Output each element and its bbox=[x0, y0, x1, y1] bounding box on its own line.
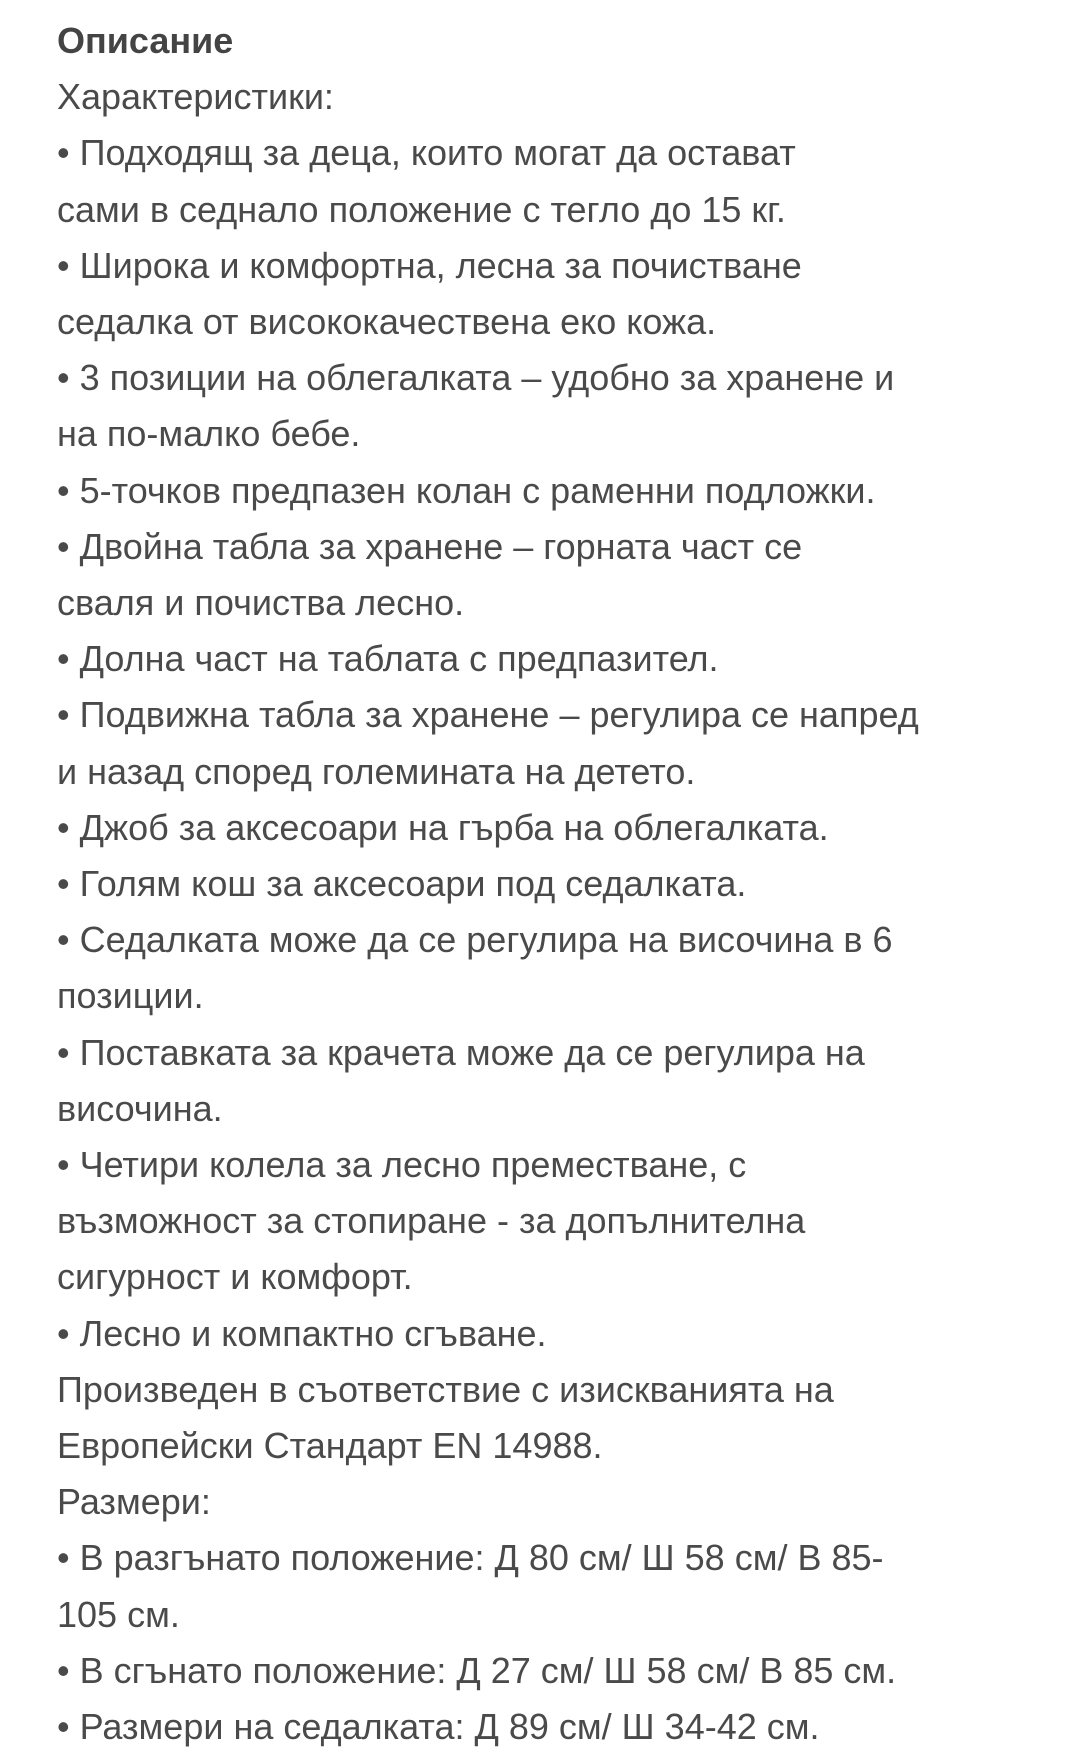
text-line: • Поставката за крачета може да се регулира на bbox=[57, 1031, 865, 1073]
text-line: • Четири колела за лесно преместване, с bbox=[57, 1144, 747, 1186]
text-line: • Долна част на таблата с предпазител. bbox=[57, 638, 719, 680]
text-line: • Подходящ за деца, които могат да остават bbox=[57, 132, 796, 174]
text-line: сваля и почиства лесно. bbox=[57, 582, 465, 624]
text-line: позиции. bbox=[57, 975, 204, 1017]
text-line: • Джоб за аксесоари на гърба на облегалката. bbox=[57, 806, 829, 848]
text-line: 105 см. bbox=[57, 1593, 180, 1635]
text-line: • В разгънато положение: Д 80 см/ Ш 58 см/ В 85- bbox=[57, 1537, 884, 1579]
section-title: Описание bbox=[57, 20, 234, 61]
text-line: • В сгънато положение: Д 27 см/ Ш 58 см/ В 85 см. bbox=[57, 1649, 897, 1691]
text-line: на по-малко бебе. bbox=[57, 413, 361, 455]
text-line: • 3 позиции на облегалката – удобно за хранене и bbox=[57, 357, 895, 399]
text-line: възможност за стопиране - за допълнителна bbox=[57, 1200, 806, 1242]
text-line: • Двойна табла за хранене – горната част се bbox=[57, 525, 803, 567]
text-line: височина. bbox=[57, 1087, 223, 1129]
text-line: • Седалката може да се регулира на височина в 6 bbox=[57, 919, 893, 961]
text-line: • Подвижна табла за хранене – регулира се напред bbox=[57, 694, 919, 736]
product-description bbox=[57, 13, 1047, 1755]
text-line: Размери: bbox=[57, 1481, 211, 1523]
text-line: седалка от висококачествена еко кожа. bbox=[57, 301, 717, 343]
text-line: сами в седнало положение с тегло до 15 кг. bbox=[57, 188, 786, 230]
text-line: Европейски Стандарт EN 14988. bbox=[57, 1425, 603, 1467]
text-line: • Размери на седалката: Д 89 см/ Ш 34-42 см. bbox=[57, 1706, 820, 1748]
text-line: • Широка и комфортна, лесна за почистване bbox=[57, 244, 802, 286]
text-line: и назад според големината на детето. bbox=[57, 750, 696, 792]
text-line: • Лесно и компактно сгъване. bbox=[57, 1312, 547, 1354]
text-line: сигурност и комфорт. bbox=[57, 1256, 413, 1298]
text-line: Произведен в съответствие с изискванията на bbox=[57, 1368, 834, 1410]
text-line: • 5-точков предпазен колан с раменни подложки. bbox=[57, 469, 876, 511]
text-line: Характеристики: bbox=[57, 76, 334, 118]
text-line: • Голям кош за аксесоари под седалката. bbox=[57, 863, 747, 905]
